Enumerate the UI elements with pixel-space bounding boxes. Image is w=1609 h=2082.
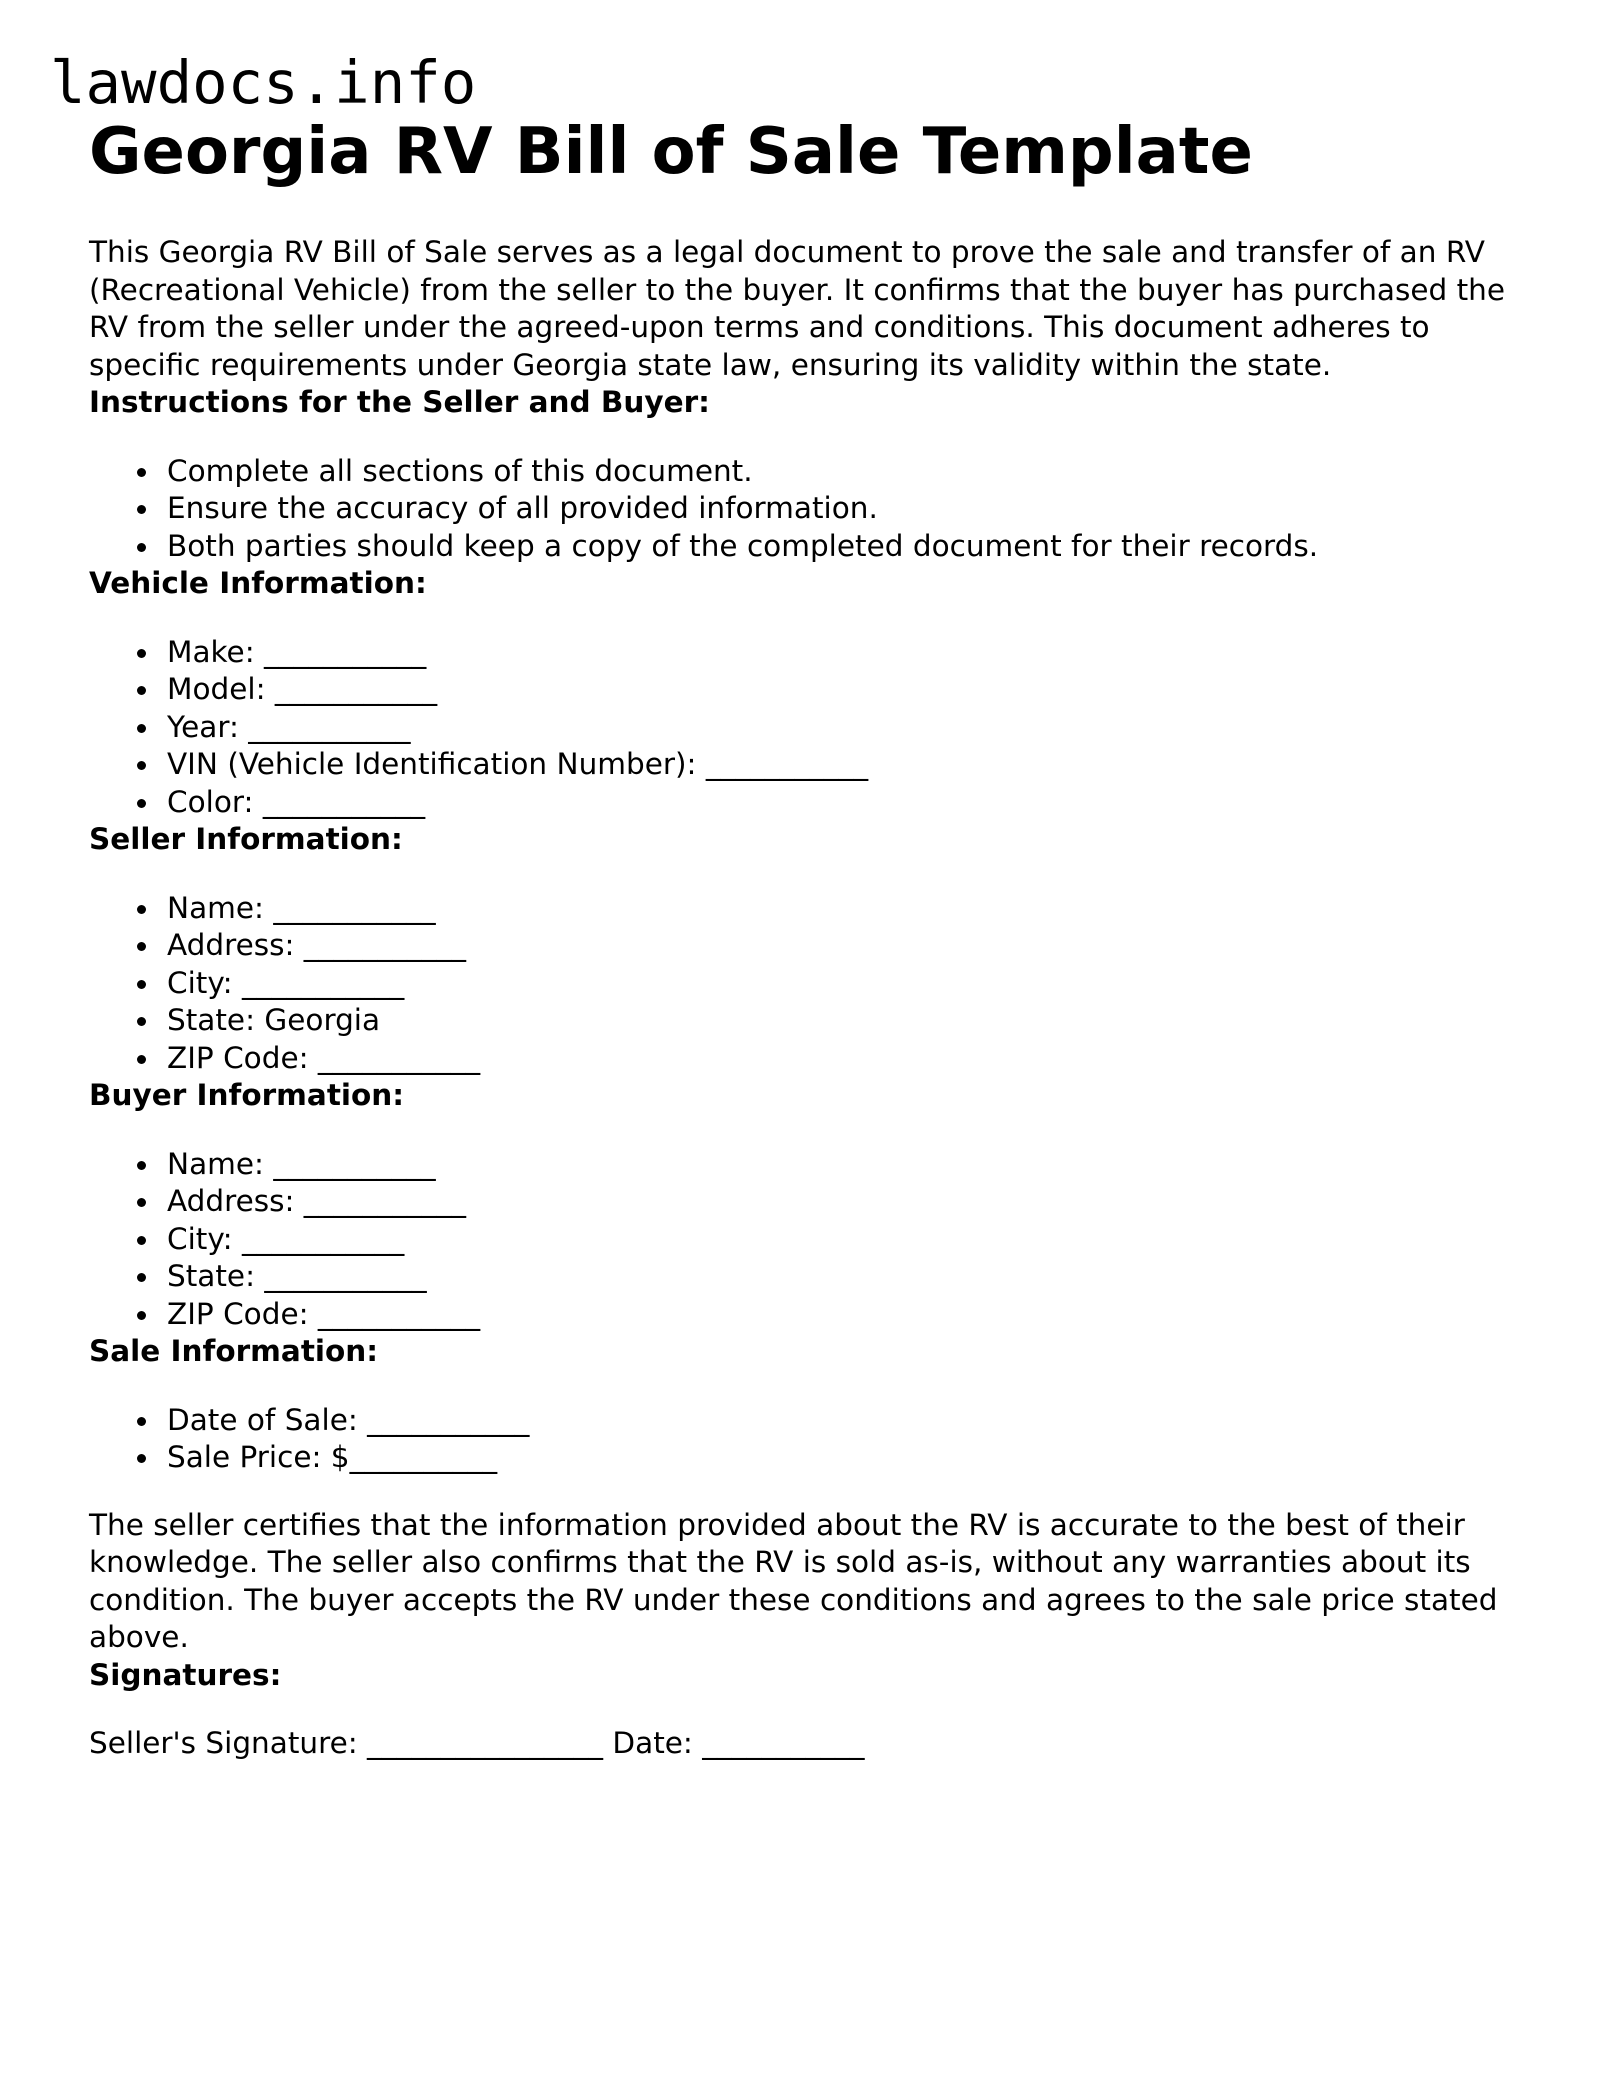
buyer-address-field: Address: ___________: [167, 1183, 1519, 1221]
sale-date-field: Date of Sale: ___________: [167, 1402, 1519, 1440]
document-title: Georgia RV Bill of Sale Template: [89, 115, 1253, 189]
instructions-heading: Instructions for the Seller and Buyer:: [89, 385, 710, 419]
seller-state-field: State: Georgia: [167, 1002, 1519, 1040]
buyer-state-field: State: ___________: [167, 1258, 1519, 1296]
seller-name-field: Name: ___________: [167, 890, 1519, 928]
sale-info-list: [89, 1402, 1519, 1477]
vehicle-color-field: Color: ___________: [167, 784, 1519, 822]
vehicle-info-list: [89, 634, 1519, 822]
buyer-city-field: City: ___________: [167, 1221, 1519, 1259]
seller-city-field: City: ___________: [167, 965, 1519, 1003]
site-name: lawdocs.info: [50, 48, 477, 117]
instructions-list: [89, 453, 1519, 566]
seller-signature-line: Seller's Signature: ________________ Date: ___________: [89, 1726, 865, 1760]
list-item: Both parties should keep a copy of the completed document for their records.: [167, 528, 1519, 566]
sale-info-heading: Sale Information:: [89, 1334, 379, 1368]
sale-price-field: Sale Price: $__________: [167, 1439, 1519, 1477]
document-body: [89, 112, 1519, 1763]
vehicle-model-field: Model: ___________: [167, 671, 1519, 709]
seller-zip-field: ZIP Code: ___________: [167, 1040, 1519, 1078]
seller-info-list: [89, 890, 1519, 1078]
certification-paragraph: The seller certifies that the information provided about the RV is accurate to the best of their knowledge. The seller also confirms that the RV is sold as-is, without any warranties about its condition. The buyer accepts the RV under these conditions and agrees to the sale price stated above.: [89, 1507, 1498, 1654]
vehicle-year-field: Year: ___________: [167, 709, 1519, 747]
buyer-zip-field: ZIP Code: ___________: [167, 1296, 1519, 1334]
vehicle-make-field: Make: ___________: [167, 634, 1519, 672]
buyer-name-field: Name: ___________: [167, 1146, 1519, 1184]
seller-info-heading: Seller Information:: [89, 822, 403, 856]
list-item: Complete all sections of this document.: [167, 453, 1519, 491]
buyer-info-list: [89, 1146, 1519, 1334]
signatures-heading: Signatures:: [89, 1657, 282, 1692]
buyer-info-heading: Buyer Information:: [89, 1078, 405, 1112]
vehicle-info-heading: Vehicle Information:: [89, 566, 427, 600]
seller-address-field: Address: ___________: [167, 927, 1519, 965]
vehicle-vin-field: VIN (Vehicle Identification Number): ___________: [167, 746, 1519, 784]
list-item: Ensure the accuracy of all provided information.: [167, 490, 1519, 528]
intro-paragraph: This Georgia RV Bill of Sale serves as a legal document to prove the sale and transfer of an RV (Recreational Vehicle) from the seller to the buyer. It confirms that the buyer has purchased the RV from the seller under the agreed-upon terms and conditions. This document adheres to specific requirements under Georgia state law, ensuring its validity within the state.: [89, 235, 1506, 382]
